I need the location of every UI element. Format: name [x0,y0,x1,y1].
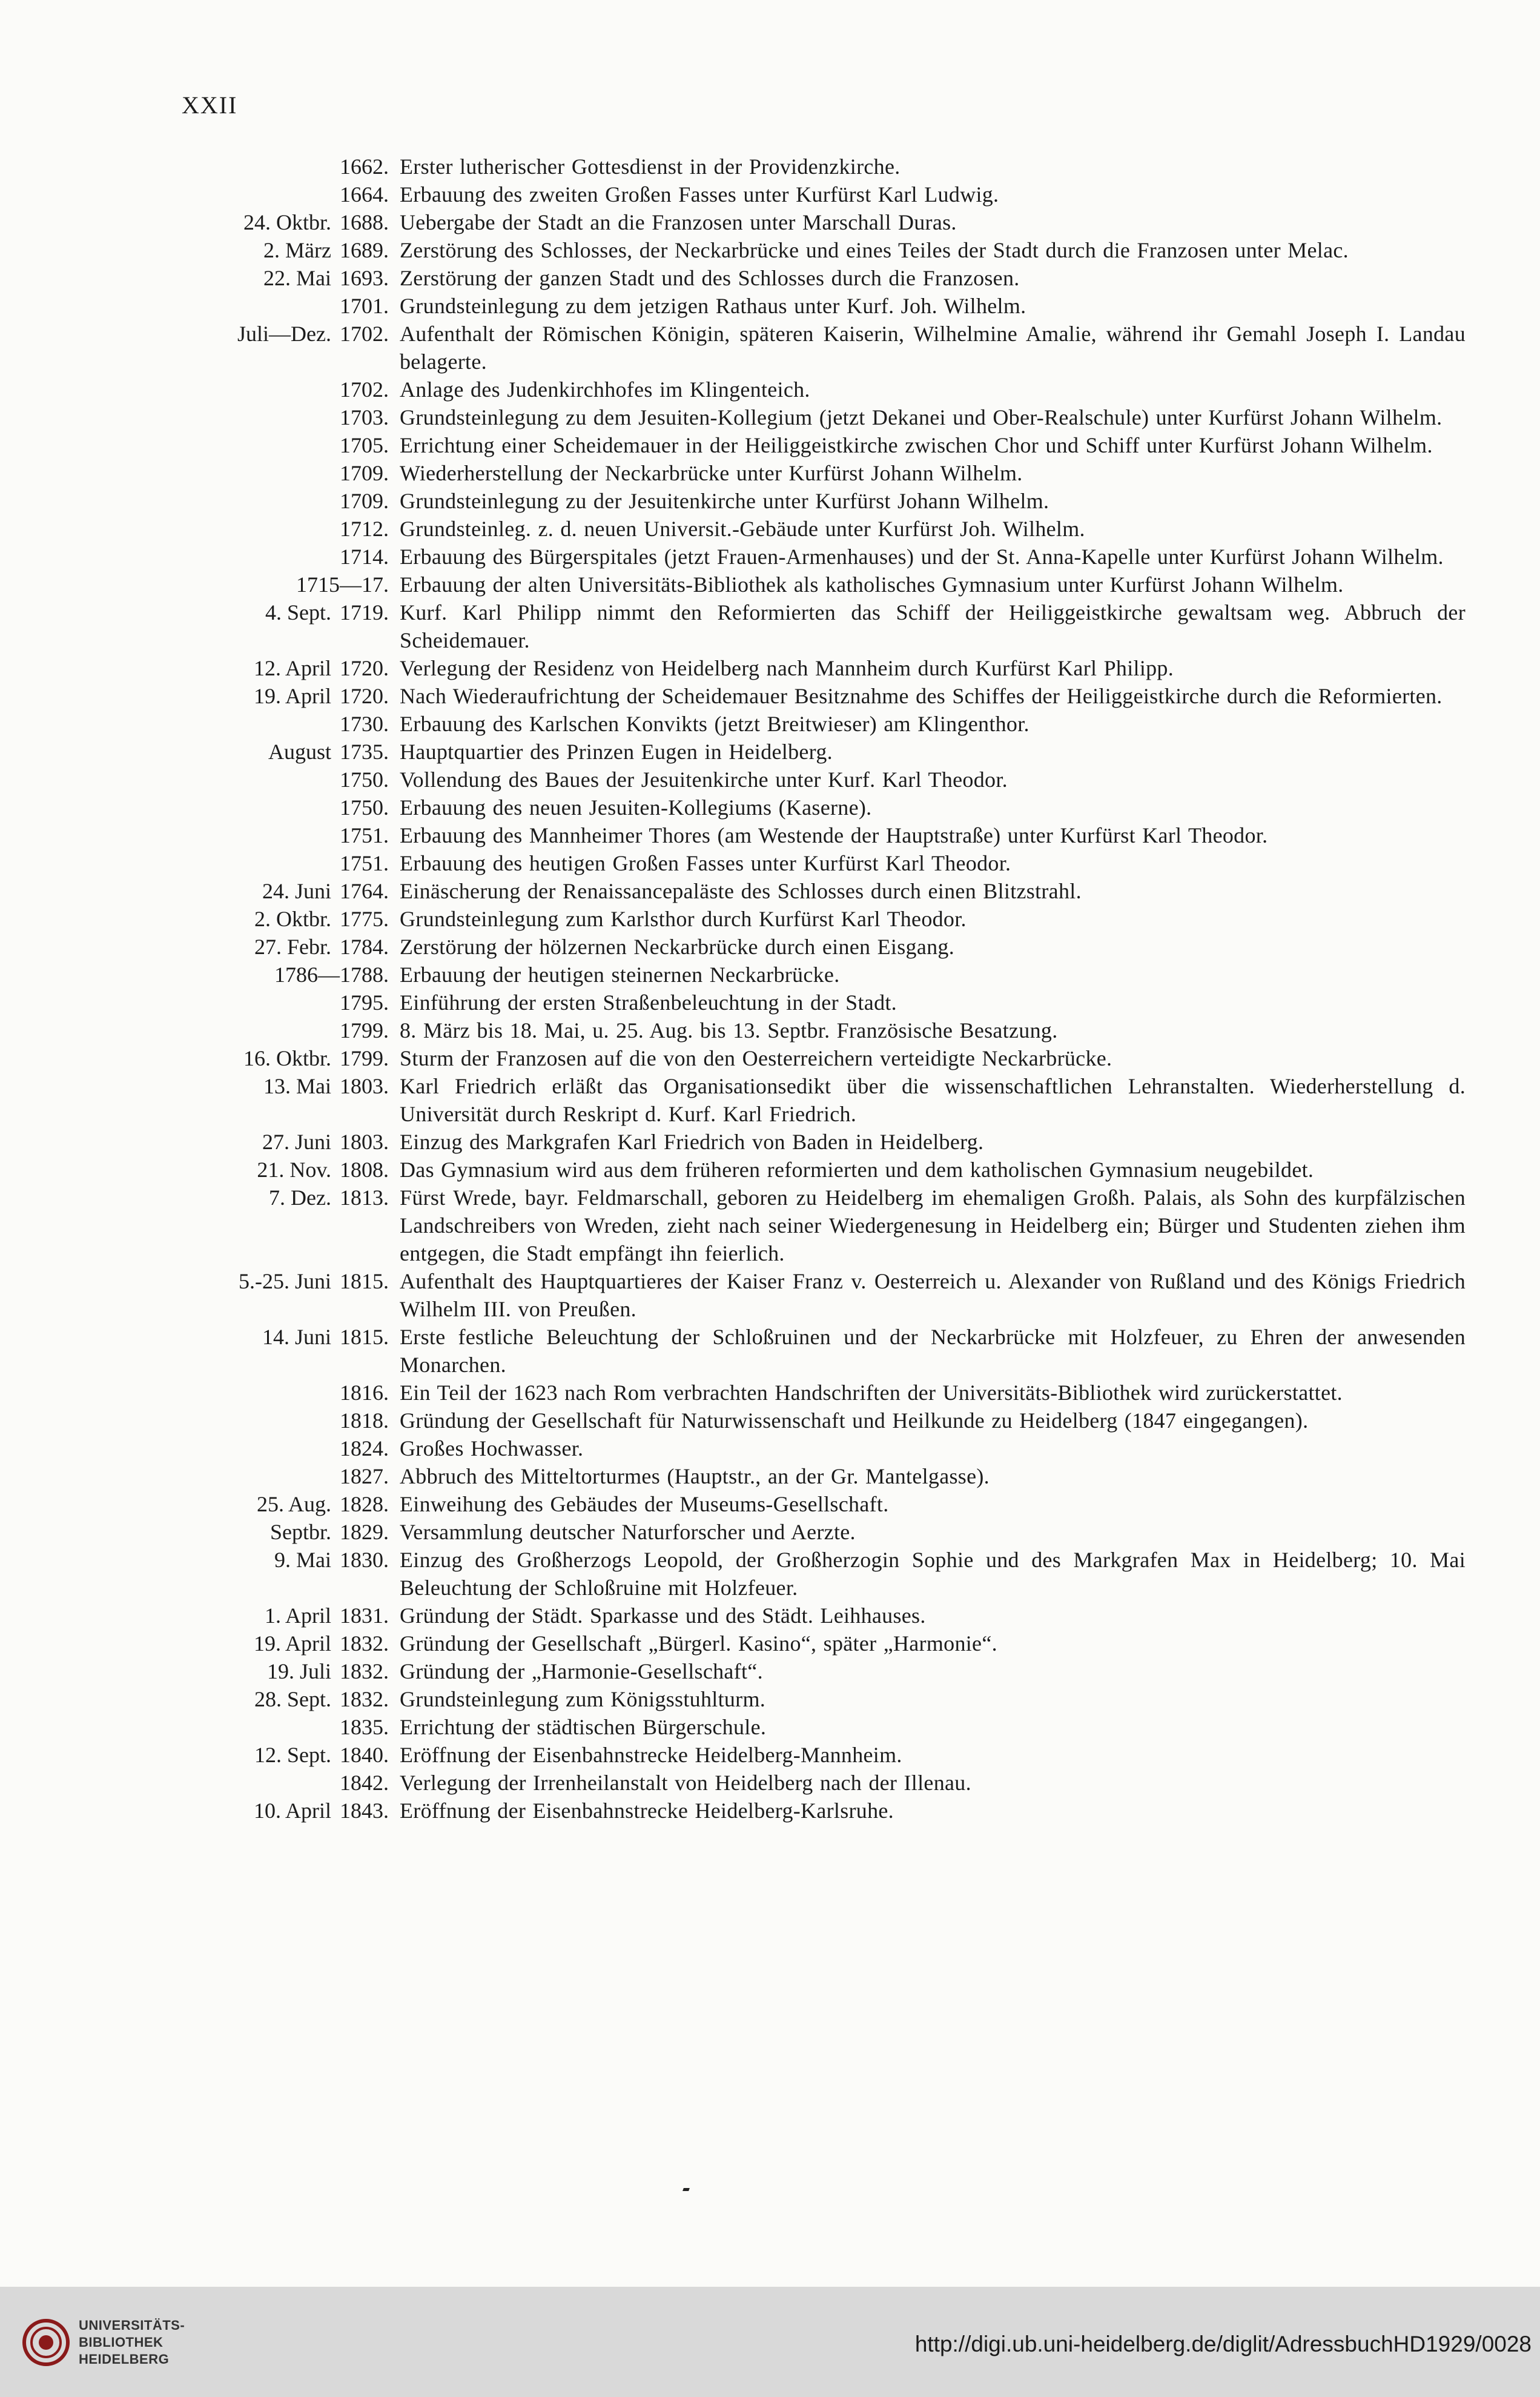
entry-day: 10. April [253,1799,331,1823]
entry-day: 24. Juni [262,879,331,903]
chronology-entry [157,1072,1466,1128]
entry-date [157,153,400,181]
entry-year: 1730. [340,712,389,736]
entry-text: Einführung der ersten Straßenbeleuchtung in der Stadt. [400,990,897,1015]
entry-text: Vollendung des Baues der Jesuitenkirche unter Kurf. Karl Theodor. [400,768,1008,792]
entry-date [157,459,400,487]
entry-day: 5.-25. Juni [239,1269,331,1293]
entry-date [157,1685,400,1713]
entry-text: Zerstörung des Schlosses, der Neckarbrücke und eines Teiles der Stadt durch die Franzosen unter Melac. [400,238,1349,262]
entry-date [157,571,400,598]
entry-day: 13. Mai [263,1074,331,1098]
entry-date [157,1741,400,1769]
entry-text: Verlegung der Residenz von Heidelberg nach Mannheim durch Kurfürst Karl Philipp. [400,656,1174,680]
entry-date [157,1016,400,1044]
chronology-entry [157,989,1466,1016]
chronology-entry [157,1044,1466,1072]
entry-year: 1808. [340,1158,389,1182]
entry-text: Erbauung des Bürgerspitales (jetzt Frauen-Armenhauses) und der St. Anna-Kapelle unter Kurfürst Johann Wilhelm. [400,545,1444,569]
entry-day: 16. Oktbr. [243,1046,331,1070]
chronology-entry [157,1379,1466,1407]
entry-year: 1842. [340,1771,389,1795]
entry-year: 1702. [340,322,389,346]
entry-day: 4. Sept. [265,600,331,625]
entry-date [157,1546,400,1574]
entry-text: Erbauung des heutigen Großen Fasses unter Kurfürst Karl Theodor. [400,851,1011,875]
entry-date [157,1713,400,1741]
entry-date [157,1629,400,1657]
entry-text: Einweihung des Gebäudes der Museums-Gesellschaft. [400,1492,889,1516]
entry-date [157,794,400,821]
entry-day: August [268,740,331,764]
entry-year: 1662. [340,154,389,179]
entry-date [157,682,400,710]
chronology-entry [157,571,1466,598]
entry-year: 1714. [340,545,389,569]
entry-date [157,821,400,849]
chronology-entry [157,1713,1466,1741]
entry-text: Einäscherung der Renaissancepaläste des Schlosses durch einen Blitzstrahl. [400,879,1082,903]
entry-date [157,181,400,208]
entry-date [157,1769,400,1797]
entry-text: Versammlung deutscher Naturforscher und Aerzte. [400,1520,856,1544]
entry-year: 1813. [340,1185,389,1210]
entry-text: Abbruch des Mitteltorturmes (Hauptstr., an der Gr. Mantelgasse). [400,1464,990,1488]
entry-year: 1803. [340,1074,389,1098]
entry-day: 14. Juni [262,1325,331,1349]
chronology-entry [157,1016,1466,1044]
footer-bar [0,2287,1540,2397]
chronology-entry [157,933,1466,961]
entry-text: Einzug des Großherzogs Leopold, der Großherzogin Sophie und des Markgrafen Max in Heidelberg; 10. Mai Beleuchtung der Schloßruine mit Holzfeuer. [400,1548,1466,1600]
entry-text: Erste festliche Beleuchtung der Schloßruinen und der Neckarbrücke mit Holzfeuer, zu Ehren der anwesenden Monarchen. [400,1325,1466,1377]
entry-date [157,961,400,989]
entry-year: 1751. [340,851,389,875]
entry-year: 1784. [340,935,389,959]
entry-year: 1750. [340,768,389,792]
entry-year: 1689. [340,238,389,262]
entry-date [157,877,400,905]
chronology-entry [157,1434,1466,1462]
entry-year: 1829. [340,1520,389,1544]
entry-year: 1799. [340,1018,389,1043]
entry-text: Erbauung der heutigen steinernen Neckarbrücke. [400,963,840,987]
chronology-entry [157,1518,1466,1546]
entry-date [157,1044,400,1072]
entry-date [157,1797,400,1825]
chronology-entry [157,403,1466,431]
chronology-entry [157,821,1466,849]
entry-year: 1709. [340,489,389,513]
entry-date [157,236,400,264]
entry-year: 1702. [340,377,389,402]
chronology-entry [157,1769,1466,1797]
entry-day: 28. Sept. [254,1687,331,1711]
entry-text: Gründung der Städt. Sparkasse und des Städt. Leihhauses. [400,1603,926,1628]
chronology-entry [157,543,1466,571]
entry-day: 19. April [253,684,331,708]
chronology-entry [157,710,1466,738]
entry-text: Grundsteinlegung zu dem Jesuiten-Kollegium (jetzt Dekanei und Ober-Realschule) unter Kurfürst Johann Wilhelm. [400,405,1443,429]
entry-day: 22. Mai [263,266,331,290]
entry-year: 1705. [340,433,389,457]
entry-year: 1831. [340,1603,389,1628]
chronology-entry [157,208,1466,236]
entry-date [157,1267,400,1295]
entry-text: Kurf. Karl Philipp nimmt den Reformierten das Schiff der Heiliggeistkirche gewaltsam weg. Abbruch der Scheidemauer. [400,600,1466,652]
entry-date [157,849,400,877]
entry-date [157,1128,400,1156]
entry-day: 2. März [263,238,331,262]
entry-text: Errichtung einer Scheidemauer in der Heiliggeistkirche zwischen Chor und Schiff unter Kurfürst Johann Wilhelm. [400,433,1433,457]
chronology-entry [157,487,1466,515]
chronology-entry [157,905,1466,933]
entry-year: 1824. [340,1436,389,1460]
entry-year: 1815. [340,1269,389,1293]
entry-date [157,1156,400,1184]
entry-text: Erster lutherischer Gottesdienst in der Providenzkirche. [400,154,901,179]
chronology-entry [157,1546,1466,1602]
entry-text: Erbauung des zweiten Großen Fasses unter Kurfürst Karl Ludwig. [400,182,999,207]
entry-year: 1701. [340,294,389,318]
chronology-entry [157,1657,1466,1685]
chronology-entry [157,1184,1466,1267]
entry-text: Erbauung der alten Universitäts-Bibliothek als katholisches Gymnasium unter Kurfürst Johann Wilhelm. [400,572,1344,597]
entry-date [157,264,400,292]
entry-text: Grundsteinlegung zum Königsstuhlturm. [400,1687,766,1711]
entry-date [157,1184,400,1212]
entry-text: Nach Wiederaufrichtung der Scheidemauer Besitznahme des Schiffes der Heiliggeistkirche durch die Reformierten. [400,684,1443,708]
entry-year: 1720. [340,684,389,708]
entry-date [157,431,400,459]
entry-date [157,403,400,431]
entry-date [157,1490,400,1518]
entry-date [157,766,400,794]
entry-day: 7. Dez. [269,1185,331,1210]
entry-text: Erbauung des Mannheimer Thores (am Westende der Hauptstraße) unter Kurfürst Karl Theodor. [400,823,1268,847]
entry-date [157,1462,400,1490]
chronology-entry [157,682,1466,710]
entry-text: Eröffnung der Eisenbahnstrecke Heidelberg-Karlsruhe. [400,1799,894,1823]
entry-day: 27. Juni [262,1130,331,1154]
entry-year: 1803. [340,1130,389,1154]
entry-date [157,738,400,766]
chronology-entry [157,153,1466,181]
entry-date [157,905,400,933]
entry-date [157,1072,400,1100]
entry-day: 12. Sept. [254,1743,331,1767]
chronology-entry [157,264,1466,292]
library-name-line: BIBLIOTHEK [79,2335,164,2350]
entry-year: 1703. [340,405,389,429]
entry-year: 1775. [340,907,389,931]
entry-date [157,1323,400,1351]
chronology-list [157,153,1466,1825]
entry-text: Aufenthalt des Hauptquartieres der Kaiser Franz v. Oesterreich u. Alexander von Rußland und des Königs Friedrich Wilhelm III. von Preußen. [400,1269,1466,1321]
entry-text: Gründung der Gesellschaft „Bürgerl. Kasino“, später „Harmonie“. [400,1631,997,1656]
chronology-entry [157,1629,1466,1657]
chronology-entry [157,1741,1466,1769]
entry-year: 1840. [340,1743,389,1767]
entry-text: Zerstörung der hölzernen Neckarbrücke durch einen Eisgang. [400,935,955,959]
entry-text: Errichtung der städtischen Bürgerschule. [400,1715,767,1739]
entry-text: Das Gymnasium wird aus dem früheren reformierten und dem katholischen Gymnasium neugebildet. [400,1158,1314,1182]
entry-year: 1735. [340,740,389,764]
chronology-entry [157,515,1466,543]
entry-text: Fürst Wrede, bayr. Feldmarschall, geboren zu Heidelberg im ehemaligen Großh. Palais, als Sohn des kurpfälzischen Landschreibers von Wreden, zieht nach seiner Wiedergenesung in Heidelberg ein; Bürger und Studenten ziehen ihm entgegen, die Stadt empfängt ihn feierlich. [400,1185,1466,1265]
entry-date [157,1518,400,1546]
entry-year: 1818. [340,1408,389,1433]
entry-text: Grundsteinlegung zum Karlsthor durch Kurfürst Karl Theodor. [400,907,967,931]
entry-day: 19. Juli [266,1659,331,1683]
entry-day: 2. Oktbr. [254,907,331,931]
chronology-entry [157,961,1466,989]
chronology-entry [157,1462,1466,1490]
entry-year: 1830. [340,1548,389,1572]
entry-year: 1795. [340,990,389,1015]
entry-date [157,598,400,626]
entry-year: 1715—17. [296,572,389,597]
entry-text: 8. März bis 18. Mai, u. 25. Aug. bis 13. Septbr. Französische Besatzung. [400,1018,1058,1043]
entry-year: 1832. [340,1687,389,1711]
chronology-entry [157,459,1466,487]
page-number: XXII [182,91,238,119]
entry-date [157,487,400,515]
university-seal-icon [22,2318,70,2367]
entry-date [157,1407,400,1434]
entry-year: 1751. [340,823,389,847]
entry-year: 1832. [340,1659,389,1683]
chronology-entry [157,320,1466,376]
entry-year: 1786—1788. [274,963,389,987]
entry-year: 1688. [340,210,389,234]
entry-date [157,292,400,320]
chronology-entry [157,376,1466,403]
chronology-entry [157,1602,1466,1629]
entry-text: Grundsteinlegung zu der Jesuitenkirche unter Kurfürst Johann Wilhelm. [400,489,1049,513]
entry-day: 24. Oktbr. [243,210,331,234]
entry-date [157,1657,400,1685]
entry-text: Großes Hochwasser. [400,1436,584,1460]
entry-day: Juli—Dez. [237,322,331,346]
chronology-entry [157,738,1466,766]
entry-year: 1764. [340,879,389,903]
chronology-entry [157,1156,1466,1184]
chronology-entry [157,1407,1466,1434]
chronology-entry [157,292,1466,320]
entry-year: 1750. [340,795,389,820]
chronology-entry [157,1128,1466,1156]
entry-day: 19. April [253,1631,331,1656]
source-url-link[interactable]: http://digi.ub.uni-heidelberg.de/diglit/AdressbuchHD1929/0028 [914,2332,1532,2356]
chronology-entry [157,181,1466,208]
entry-day: Septbr. [269,1520,331,1544]
entry-day: 27. Febr. [254,935,331,959]
ink-mark [682,2188,690,2191]
entry-date [157,376,400,403]
entry-date [157,1602,400,1629]
entry-text: Gründung der Gesellschaft für Naturwissenschaft und Heilkunde zu Heidelberg (1847 eingegangen). [400,1408,1309,1433]
entry-year: 1712. [340,517,389,541]
entry-date [157,208,400,236]
chronology-entry [157,794,1466,821]
entry-day: 12. April [253,656,331,680]
entry-year: 1709. [340,461,389,485]
entry-text: Erbauung des neuen Jesuiten-Kollegiums (Kaserne). [400,795,872,820]
entry-date [157,320,400,348]
entry-year: 1799. [340,1046,389,1070]
chronology-entry [157,654,1466,682]
entry-text: Grundsteinlegung zu dem jetzigen Rathaus unter Kurf. Joh. Wilhelm. [400,294,1026,318]
entry-text: Karl Friedrich erläßt das Organisationsedikt über die wissenschaftlichen Lehranstalten. Wiederherstellung d. Universität durch Reskript d. Kurf. Karl Friedrich. [400,1074,1466,1126]
chronology-entry [157,1267,1466,1323]
entry-date [157,515,400,543]
entry-text: Uebergabe der Stadt an die Franzosen unter Marschall Duras. [400,210,957,234]
entry-year: 1719. [340,600,389,625]
entry-year: 1815. [340,1325,389,1349]
chronology-entry [157,877,1466,905]
entry-date [157,543,400,571]
entry-date [157,710,400,738]
entry-text: Einzug des Markgrafen Karl Friedrich von Baden in Heidelberg. [400,1130,984,1154]
entry-text: Gründung der „Harmonie-Gesellschaft“. [400,1659,763,1683]
chronology-entry [157,849,1466,877]
entry-date [157,1434,400,1462]
chronology-entry [157,766,1466,794]
entry-text: Wiederherstellung der Neckarbrücke unter Kurfürst Johann Wilhelm. [400,461,1023,485]
chronology-entry [157,431,1466,459]
entry-year: 1816. [340,1381,389,1405]
chronology-entry [157,1323,1466,1379]
entry-year: 1828. [340,1492,389,1516]
entry-year: 1832. [340,1631,389,1656]
entry-year: 1720. [340,656,389,680]
entry-date [157,989,400,1016]
chronology-entry [157,1490,1466,1518]
entry-day: 1. April [264,1603,331,1628]
chronology-entry [157,1797,1466,1825]
entry-text: Anlage des Judenkirchhofes im Klingenteich. [400,377,810,402]
library-name [79,2317,185,2368]
chronology-entry [157,236,1466,264]
entry-text: Grundsteinleg. z. d. neuen Universit.-Gebäude unter Kurfürst Joh. Wilhelm. [400,517,1085,541]
entry-date [157,1379,400,1407]
entry-text: Eröffnung der Eisenbahnstrecke Heidelberg-Mannheim. [400,1743,902,1767]
entry-text: Hauptquartier des Prinzen Eugen in Heidelberg. [400,740,833,764]
entry-text: Ein Teil der 1623 nach Rom verbrachten Handschriften der Universitäts-Bibliothek wird zurückerstattet. [400,1381,1343,1405]
entry-date [157,654,400,682]
entry-date [157,933,400,961]
entry-text: Zerstörung der ganzen Stadt und des Schlosses durch die Franzosen. [400,266,1020,290]
entry-text: Erbauung des Karlschen Konvikts (jetzt Breitwieser) am Klingenthor. [400,712,1029,736]
entry-year: 1827. [340,1464,389,1488]
entry-text: Sturm der Franzosen auf die von den Oesterreichern verteidigte Neckarbrücke. [400,1046,1112,1070]
entry-text: Aufenthalt der Römischen Königin, späteren Kaiserin, Wilhelmine Amalie, während ihr Gemahl Joseph I. Landau belagerte. [400,322,1466,374]
entry-year: 1843. [340,1799,389,1823]
entry-year: 1835. [340,1715,389,1739]
entry-day: 25. Aug. [256,1492,331,1516]
library-name-line: HEIDELBERG [79,2352,170,2367]
entry-day: 21. Nov. [257,1158,331,1182]
chronology-entry [157,1685,1466,1713]
entry-year: 1693. [340,266,389,290]
library-name-line: UNIVERSITÄTS- [79,2318,185,2333]
entry-year: 1664. [340,182,389,207]
chronology-entry [157,598,1466,654]
entry-day: 9. Mai [274,1548,331,1572]
entry-text: Verlegung der Irrenheilanstalt von Heidelberg nach der Illenau. [400,1771,971,1795]
